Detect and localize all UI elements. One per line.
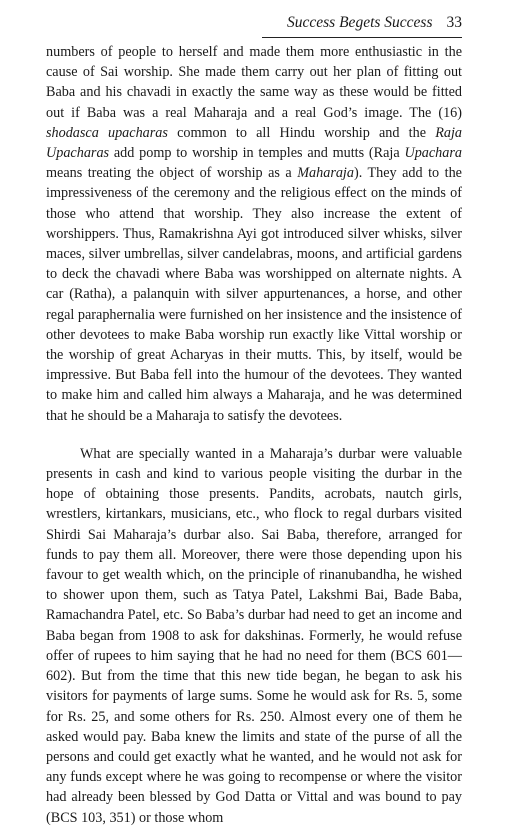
p1-segment-1: numbers of people to herself and made them more enthusiastic in the cause of Sai worship. She made them carry out her plan of fitting out Baba and his chavadi in exactly the same way as these would be fitted out if Baba was a real Maharaja and a real God’s image. The (16) bbox=[46, 44, 462, 121]
p1-segment-5: ). They add to the impressiveness of the ceremony and the religious effect on the minds of those who attend that worship. They also increase the extent of worshippers. Thus, Ramakrishna Ayi got introduced silver whisks, silver maces, silver umbrellas, silver candelabras, moons, and artificial gardens to deck the chavadi where Baba was worshipped on alternate nights. A car (Ratha), a palanquin with silver appurtenances, a horse, and other regal paraphernalia were furnished on her insistence and the insistence of other devotees to make Baba worship run exactly like Vittal worship or the worship of great Acharyas in their mutts. This, by itself, would be impressive. But Baba fell into the humour of the devotees. They wanted to make him and called him always a Maharaja, and he was determined that he should be a Maharaja to satisfy the devotees. bbox=[46, 165, 462, 424]
body-text bbox=[46, 42, 462, 828]
p1-italic-term-3: Upachara bbox=[404, 145, 462, 162]
paragraph-2: What are specially wanted in a Maharaja’s durbar were valuable presents in cash and kind to various people visiting the durbar in the hope of obtaining those presents. Pandits, acrobats, nautch girls, wrestlers, kirtankars, musicians, etc., who flock to regal durbars visited Shirdi Sai Maharaja’s durbar also. Sai Baba, therefore, arranged for funds to pay them all. Moreover, there were those depending upon his favour to get wealth which, on the principle of rinanubandha, he wished to shower upon them, such as Tatya Patel, Lakshmi Bai, Bade Baba, Ramachandra Patel, etc. So Baba’s durbar had need to get an income and Baba began from 1908 to ask for dakshinas. Formerly, he would refuse offer of rupees to him saying that he had no need for them (BCS 601—602). But from the time that this new tide began, he began to ask his visitors for payments of large sums. Some he would ask for Rs. 5, some for Rs. 25, and some others for Rs. 250. Almost every one of them he asked would pay. Baba knew the limits and state of the purse of all the persons and could get exactly what he wanted, and he would not ask for any funds except where he was going to recompense or where the visitor had already been blessed by God Datta or Vittal and was bound to pay (BCS 103, 351) or those whom bbox=[46, 445, 462, 826]
running-title: Success Begets Success bbox=[287, 14, 433, 31]
p1-segment-2: common to all Hindu worship and the bbox=[167, 124, 436, 141]
p1-segment-3: add pomp to worship in temples and mutts (Raja bbox=[109, 145, 405, 162]
header-rule bbox=[262, 37, 462, 38]
running-header bbox=[262, 14, 462, 36]
paragraph-1 bbox=[46, 42, 462, 426]
page-number: 33 bbox=[446, 14, 462, 31]
p1-italic-term-4: Maharaja bbox=[297, 165, 354, 182]
p1-italic-term-2: Raja Upacharas bbox=[46, 124, 462, 162]
p1-segment-4: means treating the object of worship as a bbox=[46, 165, 298, 182]
p1-italic-term-1: shodasca upacharas bbox=[46, 124, 168, 141]
